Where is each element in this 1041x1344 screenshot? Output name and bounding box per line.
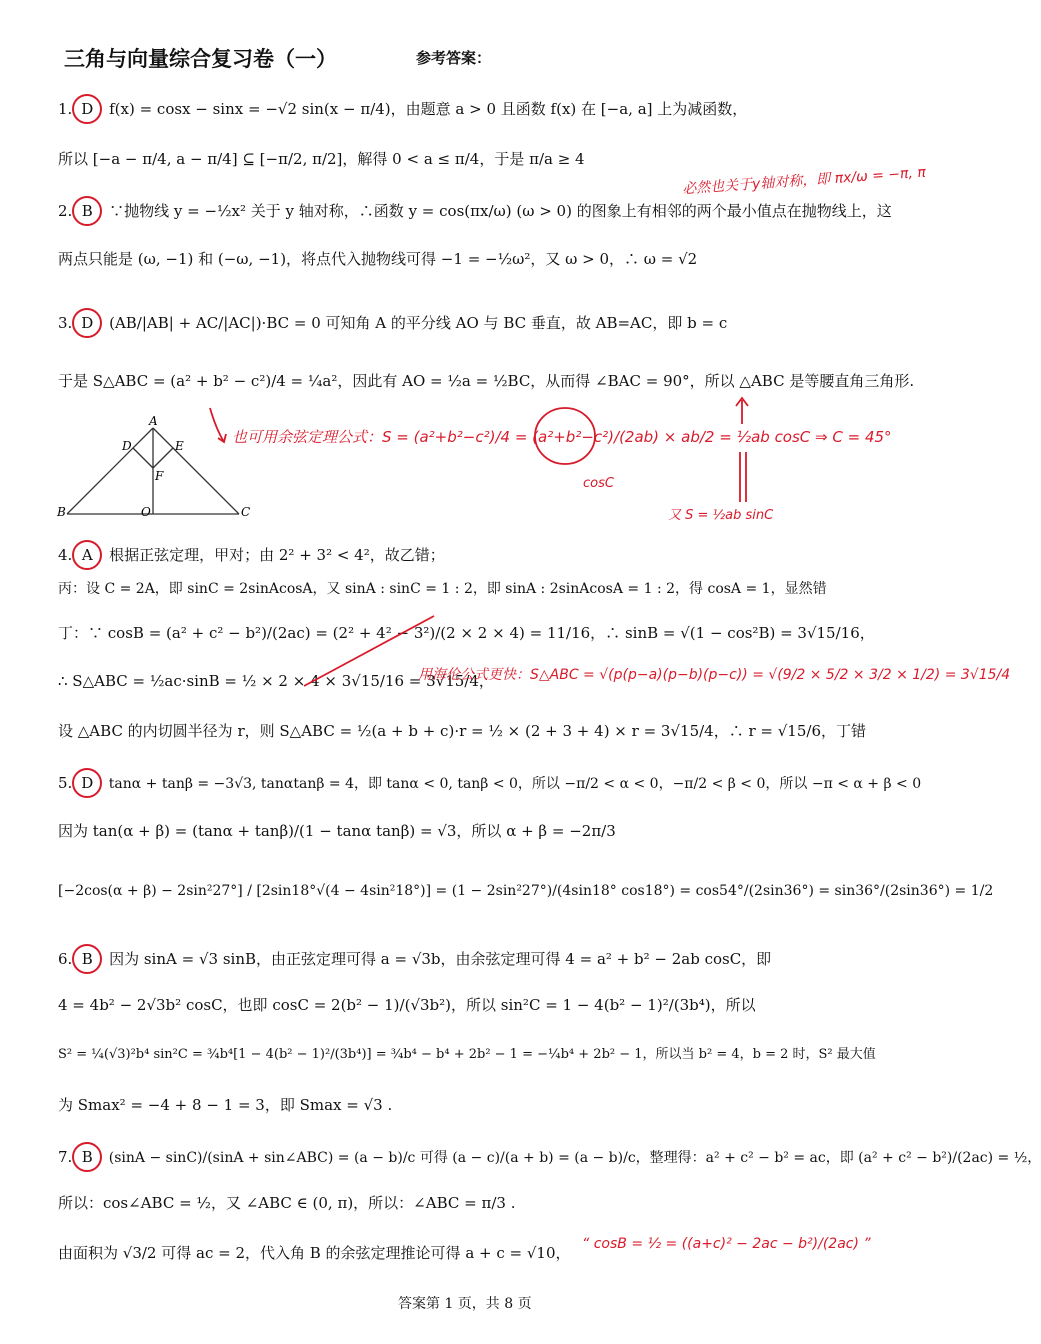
answer-choice-circle: B (72, 196, 102, 226)
question-number: 6. (58, 950, 73, 968)
answer-choice-circle: A (72, 540, 102, 570)
q7-line-1: (sinA − sinC)/(sinA + sin∠ABC) = (a − b)/c 可得 (a − c)/(a + b) = (a − b)/c，整理得：a² + c² − b² = ac，即 (a² + c² − b²)/(2ac) = ½， (108, 1150, 1041, 1166)
question-6 (58, 944, 771, 974)
q1-line-1: f(x) = cosx − sinx = −√2 sin(x − π/4)，由题意 a > 0 且函数 f(x) 在 [−a, a] 上为减函数， (109, 100, 748, 118)
q4-line-3: 丁：∵ cosB = (a² + c² − b²)/(2ac) = (2² + 4² − 3²)/(2 × 2 × 4) = 11/16，∴ sinB = √(1 − cos²B) = 3√15/16， (58, 624, 875, 642)
label-B: B (57, 505, 66, 519)
q6-line-2: 4 = 4b² − 2√3b² cosC，也即 cosC = 2(b² − 1)/(√3b²)，所以 sin²C = 1 − 4(b² − 1)²/(3b⁴)，所以 (58, 996, 756, 1014)
question-2 (58, 196, 892, 226)
question-4 (58, 540, 445, 570)
q1-line-2: 所以 [−a − π/4, a − π/4] ⊆ [−π/2, π/2]，解得 0 < a ≤ π/4，于是 π/a ≥ 4 (58, 150, 585, 168)
q4-line-1: 根据正弦定理，甲对；由 2² + 3² < 4²，故乙错； (109, 546, 445, 564)
q6-line-1: 因为 sinA = √3 sinB，由正弦定理可得 a = √3b，由余弦定理可得 4 = a² + b² − 2ab cosC，即 (109, 950, 772, 968)
label-C: C (241, 505, 251, 519)
q6-line-3: S² = ¼(√3)²b⁴ sin²C = ¾b⁴[1 − 4(b² − 1)²/(3b⁴)] = ¾b⁴ − b⁴ + 2b² − 1 = −¼b⁴ + 2b² − 1，所以当 b² = 4，b = 2 时，S² 最大值 (58, 1047, 876, 1062)
answer-key-label: 参考答案： (416, 49, 492, 67)
q4-line-5: 设 △ABC 的内切圆半径为 r，则 S△ABC = ½(a + b + c)·r = ½ × (2 + 3 + 4) × r = 3√15/4，∴ r = √15/6，丁错 (58, 722, 866, 740)
question-number: 4. (58, 546, 73, 564)
q2-line-2: 两点只能是 (ω, −1) 和 (−ω, −1)，将点代入抛物线可得 −1 = −½ω²，又 ω > 0，∴ ω = √2 (58, 250, 698, 268)
label-D: D (122, 439, 132, 453)
handwritten-note: “ cosB = ½ = ((a+c)² − 2ac − b²)/(2ac) ” (582, 1236, 871, 1252)
q5-line-3: [−2cos(α + β) − 2sin²27°] / [2sin18°√(4 − 4sin²18°)] = (1 − 2sin²27°)/(4sin18° cos18°) = cos54°/(2sin36°) = sin36°/(2sin36°) = 1/2 (58, 883, 994, 899)
page-title: 三角与向量综合复习卷（一） (64, 47, 337, 71)
q5-line-1: tanα + tanβ = −3√3, tanαtanβ = 4，即 tanα < 0, tanβ < 0，所以 −π/2 < α < 0，−π/2 < β < 0，所以 −π < α + β < 0 (108, 776, 922, 792)
answer-choice-circle: B (72, 944, 102, 974)
q4-line-2: 丙：设 C = 2A，即 sinC = 2sinAcosA，又 sinA : sinC = 1 : 2，即 sinA : 2sinAcosA = 1 : 2，得 cosA = 1，显然错 (58, 581, 827, 597)
q5-line-2: 因为 tan(α + β) = (tanα + tanβ)/(1 − tanα tanβ) = √3，所以 α + β = −2π/3 (58, 822, 616, 840)
q2-line-1: ∵抛物线 y = −½x² 关于 y 轴对称，∴函数 y = cos(πx/ω) (ω > 0) 的图象上有相邻的两个最小值点在抛物线上，这 (109, 202, 892, 220)
question-number: 5. (58, 774, 73, 792)
answer-choice-circle: D (72, 768, 102, 798)
label-A: A (149, 414, 158, 428)
q3-line-1: (AB/|AB| + AC/|AC|)·BC = 0 可知角 A 的平分线 AO 与 BC 垂直，故 AB=AC，即 b = c (109, 314, 728, 332)
label-F: F (155, 469, 164, 483)
q7-line-2: 所以：cos∠ABC = ½，又 ∠ABC ∈ (0, π)，所以：∠ABC = π/3 . (58, 1194, 516, 1212)
handwritten-note-sin: 又 S = ½ab sinC (668, 508, 774, 523)
question-number: 7. (58, 1148, 73, 1166)
page-footer: 答案第 1 页，共 8 页 (398, 1296, 532, 1312)
handwritten-note: 必然也关于y轴对称，即 πx/ω = −π, π (681, 164, 927, 198)
question-number: 1. (58, 100, 73, 118)
q7-line-3: 由面积为 √3/2 可得 ac = 2，代入角 B 的余弦定理推论可得 a + c = √10， (58, 1244, 571, 1262)
handwritten-note: 用海伦公式更快：S△ABC = √(p(p−a)(p−b)(p−c)) = √(9/2 × 5/2 × 3/2 × 1/2) = 3√15/4 (418, 667, 1011, 683)
q3-line-2: 于是 S△ABC = (a² + b² − c²)/4 = ¼a²，因此有 AO = ½a = ½BC，从而得 ∠BAC = 90°，所以 △ABC 是等腰直角三角形. (58, 372, 915, 390)
question-1 (58, 94, 747, 124)
q4-line-4: ∴ S△ABC = ½ac·sinB = ½ × 2 × 4 × 3√15/16 = 3√15/4， (58, 672, 494, 690)
question-number: 2. (58, 202, 73, 220)
answer-choice-circle: D (72, 308, 102, 338)
label-E: E (175, 439, 184, 453)
label-O: O (141, 505, 151, 519)
answer-choice-circle: D (72, 94, 102, 124)
handwritten-note-cos: cosC (583, 476, 614, 491)
handwritten-note: 也可用余弦定理公式：S = (a²+b²−c²)/4 = (a²+b²−c²)/(2ab) × ab/2 = ½ab cosC ⇒ C = 45° (232, 428, 892, 446)
answer-choice-circle: B (72, 1142, 102, 1172)
question-3 (58, 308, 727, 338)
question-7 (58, 1142, 1041, 1172)
q6-line-4: 为 Smax² = −4 + 8 − 1 = 3，即 Smax = √3 . (58, 1096, 393, 1114)
question-5 (58, 768, 921, 798)
question-number: 3. (58, 314, 73, 332)
